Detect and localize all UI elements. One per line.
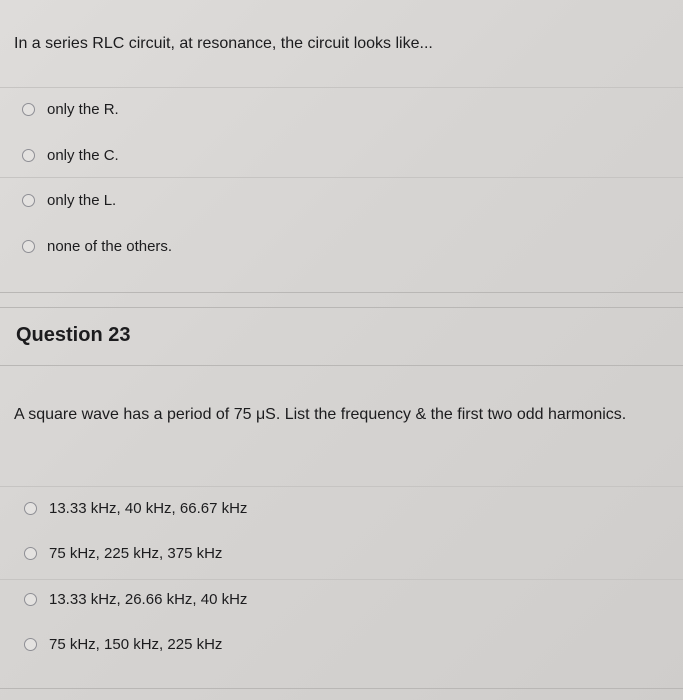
radio-button[interactable]: [24, 638, 37, 651]
question-heading: Question 23: [16, 324, 131, 346]
question-22-prompt: In a series RLC circuit, at resonance, the circuit looks like...: [14, 35, 433, 52]
answer-option[interactable]: [24, 545, 222, 562]
answer-option[interactable]: [22, 192, 116, 209]
answer-option-label: only the C.: [47, 147, 119, 164]
radio-button[interactable]: [22, 103, 35, 116]
divider: [0, 292, 683, 293]
answer-option-label: 75 kHz, 225 kHz, 375 kHz: [49, 545, 223, 562]
divider: [0, 307, 683, 308]
answer-option-label: only the L.: [47, 192, 117, 209]
divider: [0, 579, 683, 580]
answer-option-label: 75 kHz, 150 kHz, 225 kHz: [49, 636, 223, 653]
answer-option-label: 13.33 kHz, 26.66 kHz, 40 kHz: [49, 591, 248, 608]
radio-button[interactable]: [24, 593, 37, 606]
divider: [0, 486, 683, 487]
divider: [0, 365, 683, 366]
answer-option[interactable]: [22, 147, 119, 164]
answer-option-label: 13.33 kHz, 40 kHz, 66.67 kHz: [49, 500, 248, 517]
question-23-prompt: A square wave has a period of 75 μS. List the frequency & the first two odd harmonics.: [14, 406, 627, 423]
divider: [0, 688, 683, 689]
radio-button[interactable]: [22, 149, 35, 162]
divider: [0, 177, 683, 178]
answer-option-label: none of the others.: [47, 238, 173, 255]
answer-option[interactable]: [24, 636, 222, 653]
answer-option[interactable]: [24, 500, 247, 517]
radio-button[interactable]: [24, 502, 37, 515]
answer-option[interactable]: [24, 591, 247, 608]
radio-button[interactable]: [22, 194, 35, 207]
answer-option[interactable]: [22, 238, 172, 255]
divider: [0, 87, 683, 88]
answer-option[interactable]: [22, 101, 119, 118]
answer-option-label: only the R.: [47, 101, 119, 118]
radio-button[interactable]: [24, 547, 37, 560]
radio-button[interactable]: [22, 240, 35, 253]
